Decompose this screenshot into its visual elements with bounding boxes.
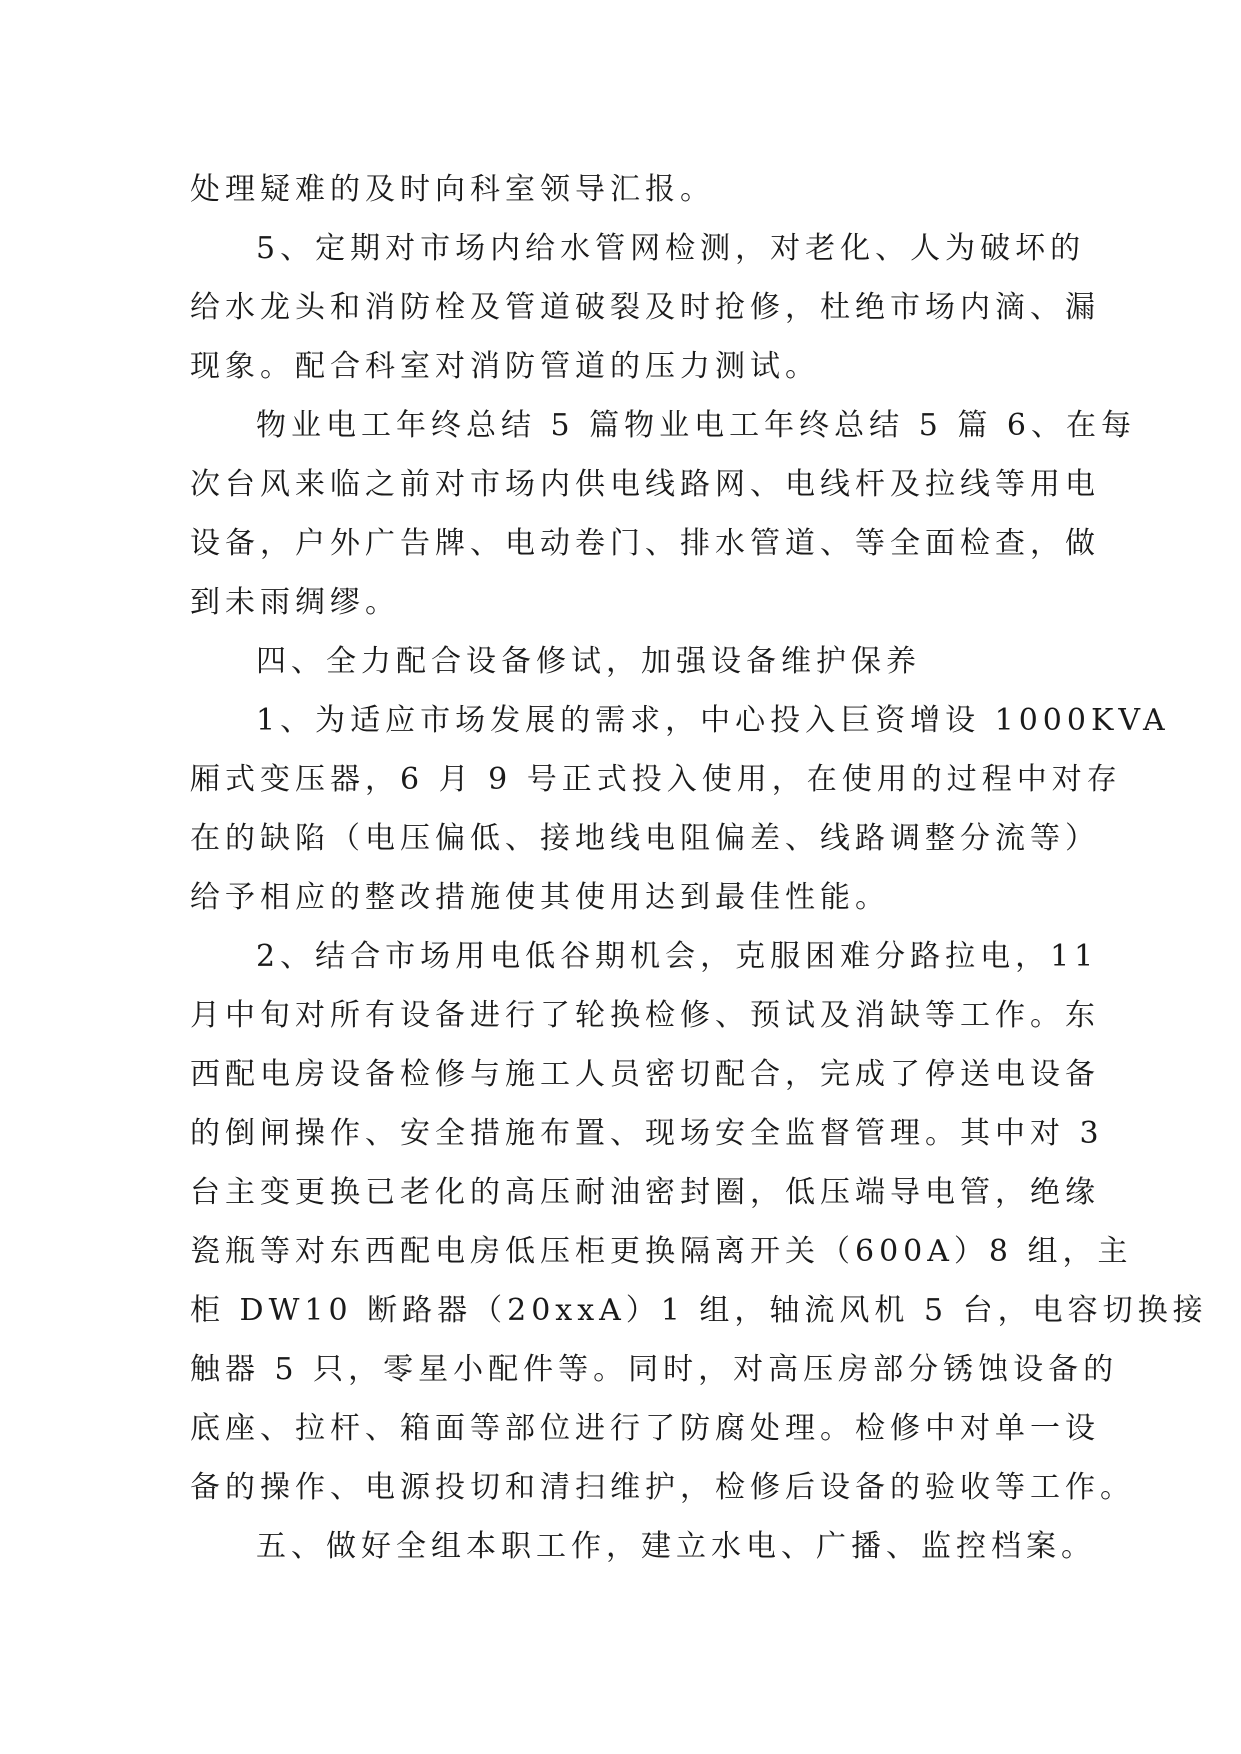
text-line: 2、结合市场用电低谷期机会，克服困难分路拉电，11: [256, 939, 1099, 974]
text-line: 次台风来临之前对市场内供电线路网、电线杆及拉线等用电: [190, 467, 1100, 502]
document-body: [190, 160, 1208, 1576]
text-line: 的倒闸操作、安全措施布置、现场安全监督管理。其中对 3: [190, 1116, 1104, 1151]
text-line: 1、为适应市场发展的需求，中心投入巨资增设 1000KVA: [256, 703, 1170, 738]
section-heading: 五、做好全组本职工作，建立水电、广播、监控档案。: [256, 1529, 1096, 1564]
text-line: 触器 5 只，零星小配件等。同时，对高压房部分锈蚀设备的: [190, 1352, 1119, 1387]
text-line: 月中旬对所有设备进行了轮换检修、预试及消缺等工作。东: [190, 998, 1100, 1033]
text-line: 台主变更换已老化的高压耐油密封圈，低压端导电管，绝缘: [190, 1175, 1100, 1210]
text-line: 瓷瓶等对东西配电房低压柜更换隔离开关（600A）8 组，主: [190, 1234, 1133, 1269]
text-line: 备的操作、电源投切和清扫维护，检修后设备的验收等工作。: [190, 1470, 1135, 1505]
text-line: 给水龙头和消防栓及管道破裂及时抢修，杜绝市场内滴、漏: [190, 290, 1100, 325]
section-heading: 四、全力配合设备修试，加强设备维护保养: [256, 644, 921, 679]
text-line: 处理疑难的及时向科室领导汇报。: [190, 172, 715, 207]
text-line: 给予相应的整改措施使其使用达到最佳性能。: [190, 880, 890, 915]
text-line: 柜 DW10 断路器（20xxA）1 组，轴流风机 5 台，电容切换接: [190, 1293, 1208, 1328]
text-line: 到未雨绸缪。: [190, 585, 400, 620]
text-line: 厢式变压器，6 月 9 号正式投入使用，在使用的过程中对存: [190, 762, 1122, 797]
text-line: 在的缺陷（电压偏低、接地线电阻偏差、线路调整分流等）: [190, 821, 1100, 856]
text-line: 西配电房设备检修与施工人员密切配合，完成了停送电设备: [190, 1057, 1100, 1092]
text-line: 物业电工年终总结 5 篇物业电工年终总结 5 篇 6、在每: [256, 408, 1136, 443]
text-line: 现象。配合科室对消防管道的压力测试。: [190, 349, 820, 384]
text-line: 底座、拉杆、箱面等部位进行了防腐处理。检修中对单一设: [190, 1411, 1100, 1446]
text-line: 5、定期对市场内给水管网检测，对老化、人为破坏的: [256, 231, 1086, 266]
text-line: 设备，户外广告牌、电动卷门、排水管道、等全面检查，做: [190, 526, 1100, 561]
